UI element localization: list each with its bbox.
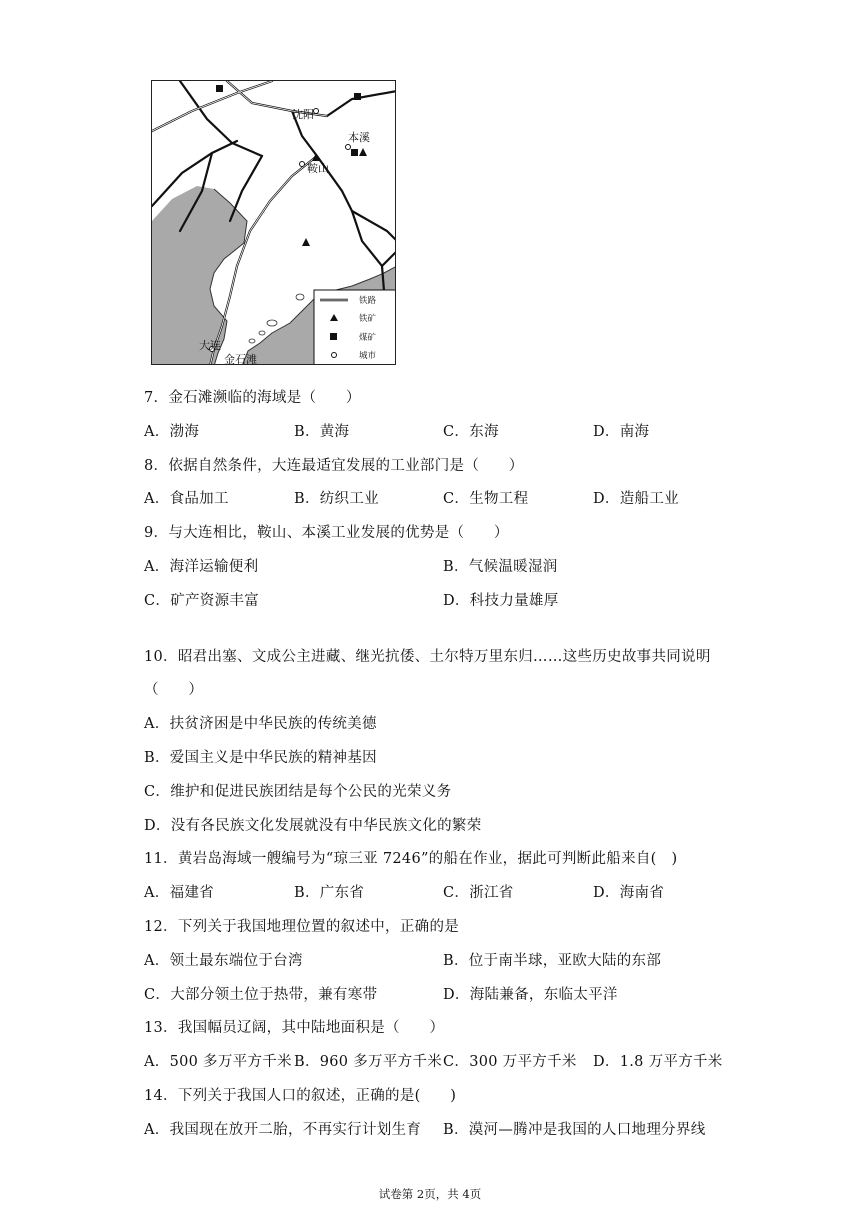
question-11-stem: 11．黄岩岛海域一艘编号为“琼三亚 7246”的船在作业，据此可判断此船来自( ) — [144, 851, 678, 867]
q9-option-d[interactable]: D．科技力量雄厚 — [443, 593, 559, 609]
city-label-anshan: 鞍山 — [307, 162, 329, 175]
iron-mine-triangle — [359, 148, 367, 156]
coal-mine-square — [216, 85, 223, 92]
question-13-stem: 13．我国幅员辽阔，其中陆地面积是（ ） — [144, 1020, 445, 1036]
q12-option-d[interactable]: D．海陆兼备，东临太平洋 — [443, 987, 618, 1003]
q10-option-a[interactable]: A．扶贫济困是中华民族的传统美德 — [144, 716, 377, 732]
q8-option-d[interactable]: D．造船工业 — [593, 491, 679, 507]
q9-option-a[interactable]: A．海洋运输便利 — [144, 559, 259, 575]
question-8-stem: 8．依据自然条件，大连最适宜发展的工业部门是（ ） — [144, 458, 524, 474]
q11-option-b[interactable]: B．广东省 — [294, 885, 365, 901]
question-7-stem: 7．金石滩濒临的海域是（ ） — [144, 390, 361, 406]
q11-option-c[interactable]: C．浙江省 — [443, 885, 514, 901]
question-10-stem: 10．昭君出塞、文成公主进藏、继光抗倭、土尔特万里东归……这些历史故事共同说明 — [144, 649, 711, 665]
q13-option-b[interactable]: B．960 多万平方千米 — [294, 1054, 443, 1070]
q9-option-c[interactable]: C．矿产资源丰富 — [144, 593, 259, 609]
legend-label-coal: 煤矿 — [359, 333, 377, 343]
city-circle — [346, 145, 351, 150]
q7-option-c[interactable]: C．东海 — [443, 424, 499, 440]
map-legend — [314, 290, 396, 365]
q11-option-a[interactable]: A．福建省 — [144, 885, 214, 901]
q8-option-b[interactable]: B．纺织工业 — [294, 491, 379, 507]
q7-option-d[interactable]: D．南海 — [593, 424, 650, 440]
q12-option-c[interactable]: C．大部分领土位于热带，兼有寒带 — [144, 987, 378, 1003]
question-12-stem: 12．下列关于我国地理位置的叙述中，正确的是 — [144, 919, 460, 935]
iron-mine-triangle — [302, 238, 310, 246]
q8-option-c[interactable]: C．生物工程 — [443, 491, 529, 507]
map-svg — [152, 81, 396, 365]
q10-option-b[interactable]: B．爱国主义是中华民族的精神基因 — [144, 750, 377, 766]
q10-option-c[interactable]: C．维护和促进民族团结是每个公民的光荣义务 — [144, 784, 452, 800]
city-label-jinshitan: 金石滩 — [224, 353, 257, 365]
square-icon — [330, 333, 337, 340]
q14-option-a[interactable]: A．我国现在放开二胎，不再实行计划生育 — [144, 1122, 422, 1138]
liaoning-map-figure — [151, 80, 396, 365]
q7-option-b[interactable]: B．黄海 — [294, 424, 350, 440]
page-footer: 试卷第 2页，共 4页 — [378, 1187, 482, 1201]
city-label-dalian: 大连 — [199, 339, 221, 352]
city-circle — [300, 162, 305, 167]
q11-option-d[interactable]: D．海南省 — [593, 885, 665, 901]
legend-label-iron: 铁矿 — [359, 314, 377, 324]
q12-option-b[interactable]: B．位于南半球，亚欧大陆的东部 — [443, 953, 662, 969]
city-label-shenyang: 沈阳 — [292, 108, 314, 121]
question-9-stem: 9．与大连相比，鞍山、本溪工业发展的优势是（ ） — [144, 525, 509, 541]
legend-label-railway: 铁路 — [359, 296, 377, 306]
q10-option-d[interactable]: D．没有各民族文化发展就没有中华民族文化的繁荣 — [144, 818, 482, 834]
question-14-stem: 14．下列关于我国人口的叙述，正确的是( ) — [144, 1088, 457, 1104]
q13-option-a[interactable]: A．500 多万平方千米 — [144, 1054, 292, 1070]
q8-option-a[interactable]: A．食品加工 — [144, 491, 229, 507]
circle-icon — [332, 353, 337, 358]
q14-option-b[interactable]: B．漠河—腾冲是我国的人口地理分界线 — [443, 1122, 706, 1138]
city-label-benxi: 本溪 — [348, 131, 370, 144]
q9-option-b[interactable]: B．气候温暖湿润 — [443, 559, 558, 575]
q7-option-a[interactable]: A．渤海 — [144, 424, 200, 440]
q12-option-a[interactable]: A．领土最东端位于台湾 — [144, 953, 303, 969]
q13-option-d[interactable]: D．1.8 万平方千米 — [593, 1054, 723, 1070]
question-10-stem-cont: （ ） — [144, 682, 204, 698]
legend-label-city: 城市 — [359, 351, 377, 361]
coal-mine-square — [351, 149, 358, 156]
coal-mine-square — [354, 93, 361, 100]
city-circle — [314, 109, 319, 114]
q13-option-c[interactable]: C．300 万平方千米 — [443, 1054, 577, 1070]
